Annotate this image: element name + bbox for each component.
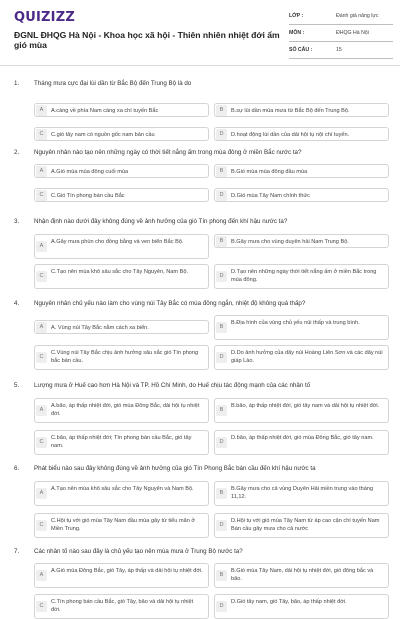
option-text: B.Gió mùa mùa đông đầu mùa [231,169,308,175]
question-number: 7. [14,548,20,555]
meta-row-count [289,45,393,59]
option-key: C [36,601,47,612]
option-key: C [36,352,47,363]
option-b[interactable] [214,315,389,340]
option-text: A.Gió mùa Đông Bắc, gió Tây, áp thấp và dải hội tụ nhiệt đới. [51,568,203,574]
question-text: Nhận định nào dưới đây không đúng về ảnh hưởng của gió Tín phong đến khí hậu nước ta? [34,218,288,225]
meta-label: MÔN : [289,30,305,36]
option-text: C.bão, áp thấp nhiệt đới; Tín phong bán cầu Bắc, gió tây nam. [51,435,192,450]
option-text: B.Gió mùa Tây Nam, dải hội tụ nhiệt đới, gió đông bắc và bão. [231,568,374,583]
option-key: D [216,437,227,448]
option-text: A.Gió mùa mùa đông cuối mùa [51,169,129,175]
meta-value: Đánh giá năng lực [336,13,379,19]
option-key: D [216,190,227,201]
option-b[interactable] [214,481,389,506]
question-number: 5. [14,382,20,389]
option-text: C.Tạo nên mùa khô sâu sắc cho Tây Nguyên, Nam Bộ. [51,269,189,275]
question-number: 6. [14,465,20,472]
option-text: B.Địa hình của vùng chủ yếu núi thấp và trung bình. [231,320,360,326]
option-a[interactable] [34,481,209,506]
option-a[interactable] [34,234,209,259]
option-key: A [36,570,47,581]
option-key: D [216,352,227,363]
option-b[interactable] [214,164,389,178]
option-key: A [36,405,47,416]
question-number: 1. [14,80,20,87]
meta-row-subject [289,28,393,42]
option-text: C.Gió Tín phong bán cầu Bắc [51,193,125,199]
option-c[interactable] [34,513,209,538]
option-text: D.Do ảnh hưởng của dãy núi Hoàng Liên Sơn và các dãy núi giáp Lào. [231,350,383,365]
option-c[interactable] [34,430,209,455]
meta-value: ĐHQG Hà Nội [336,30,369,36]
option-b[interactable] [214,398,389,423]
option-a[interactable] [34,320,209,334]
option-a[interactable] [34,398,209,423]
option-text: B.sự lùi dần mùa mưa từ Bắc Bộ đến Trung Bộ. [231,108,350,114]
option-key: A [36,105,47,116]
option-d[interactable] [214,127,389,141]
option-key: C [36,437,47,448]
option-text: C.Vùng núi Tây Bắc chịu ảnh hưởng sâu sắc gió Tín phong bắc bán cầu. [51,350,199,365]
option-text: C.gió tây nam có nguồn gốc nam bán cầu [51,132,155,138]
option-key: C [36,129,47,140]
option-text: C.Hội tụ với gió mùa Tây Nam đầu mùa gây từ tiểu mãn ở Miền Trung. [51,518,196,533]
question-text: Nguyên nhân nào tạo nên những ngày có thời tiết nắng ấm trong mùa đông ở miền Bắc nước ta? [34,149,302,156]
option-key: A [36,488,47,499]
option-key: B [216,105,227,116]
option-text: C.Tín phong bán cầu Bắc, gió Tây, bão và dải hội tụ nhiệt đới. [51,599,194,614]
option-text: B.bão, áp thấp nhiệt đới, gió tây nam và dải hội tụ nhiệt đới. [231,403,380,409]
option-c[interactable] [34,594,209,619]
option-c[interactable] [34,127,209,141]
option-c[interactable] [34,264,209,289]
option-key: A [36,166,47,177]
option-d[interactable] [214,264,389,289]
worksheet-meta [289,11,393,62]
option-key: A [36,241,47,252]
option-d[interactable] [214,594,389,619]
option-text: D.Tạo nên những ngày thời tiết nắng ấm ở miền Bắc trong mùa đông. [231,269,377,284]
meta-label: SỐ CÂU : [289,47,313,53]
option-c[interactable] [34,345,209,370]
question-number: 2. [14,149,20,156]
option-text: D.hoạt động lùi dần của dải hội tụ nội chí tuyến. [231,132,350,138]
option-key: B [216,405,227,416]
option-d[interactable] [214,513,389,538]
option-text: A.Tạo nên mùa khô sâu sắc cho Tây Nguyên và Nam Bộ. [51,486,194,492]
meta-row-class [289,11,393,25]
option-key: A [36,322,47,333]
question-text: Tháng mưa cực đại lùi dần từ Bắc Bộ đến Trung Bộ là do [34,80,192,87]
option-d[interactable] [214,345,389,370]
option-key: B [216,322,227,333]
meta-value: 15 [336,47,342,53]
worksheet-title: ĐGNL ĐHQG Hà Nội - Khoa học xã hội - Thiên nhiên nhiệt đới ẩm gió mùa [14,30,280,50]
option-key: B [216,236,227,247]
question-number: 3. [14,218,20,225]
meta-label: LỚP : [289,13,304,19]
option-text: A.càng về phía Nam càng xa chí tuyến Bắc [51,108,159,114]
option-text: D.Gió tây nam, gió Tây, bão, áp thấp nhiệt đới. [231,599,347,605]
question-number: 4. [14,300,20,307]
option-text: B.Gây mưa cho cả vùng Duyên Hải miền trung vào tháng 11,12. [231,486,374,501]
question-text: Phát biểu nào sau đây không đúng về ảnh hưởng của gió Tín Phong Bắc bán cầu đến khí hậu nước ta [34,465,316,472]
option-key: B [216,570,227,581]
option-key: D [216,601,227,612]
option-d[interactable] [214,188,389,202]
option-text: D.Hội tụ với gió mùa Tây Nam từ áp cao cận chí tuyến Nam Bán cầu gây mưa cho cả nước [231,518,380,533]
option-d[interactable] [214,430,389,455]
option-a[interactable] [34,103,209,117]
option-b[interactable] [214,103,389,117]
option-text: D.Gió mùa Tây Nam chính thức [231,193,310,199]
option-text: D.bão, áp thấp nhiệt đới, gió mùa Đông Bắc, gió tây nam. [231,435,374,441]
worksheet-header [0,0,400,66]
option-key: D [216,129,227,140]
option-key: B [216,166,227,177]
option-text: A. Vùng núi Tây Bắc nằm cách xa biển. [51,325,149,331]
option-key: D [216,520,227,531]
question-text: Các nhân tố nào sau đây là chủ yếu tạo nên mùa mưa ở Trung Bộ nước ta? [34,548,243,555]
quizizz-logo: QUIZIZZ [14,10,75,25]
option-a[interactable] [34,164,209,178]
question-text: Lượng mưa ở Huế cao hơn Hà Nội và TP. Hồ Chí Minh, do Huế chịu tác động mạnh của các nhân tố [34,382,311,389]
option-key: C [36,271,47,282]
option-b[interactable] [214,234,389,248]
option-key: C [36,520,47,531]
option-key: B [216,488,227,499]
option-text: A.bão, áp thấp nhiệt đới, gió mùa Đông Bắc, dải hội tụ nhiệt đới. [51,403,200,418]
option-b[interactable] [214,563,389,588]
option-key: D [216,271,227,282]
option-text: A.Gây mưa phùn cho đồng bằng và ven biển Bắc Bộ. [51,239,184,245]
option-c[interactable] [34,188,209,202]
question-text: Nguyên nhân chủ yếu nào làm cho vùng núi Tây Bắc có mùa đông ngắn, nhiệt độ không quá thấp? [34,300,306,307]
option-text: B.Gây mưa cho vùng duyên hải Nam Trung Bộ. [231,239,349,245]
option-key: C [36,190,47,201]
option-a[interactable] [34,563,209,588]
